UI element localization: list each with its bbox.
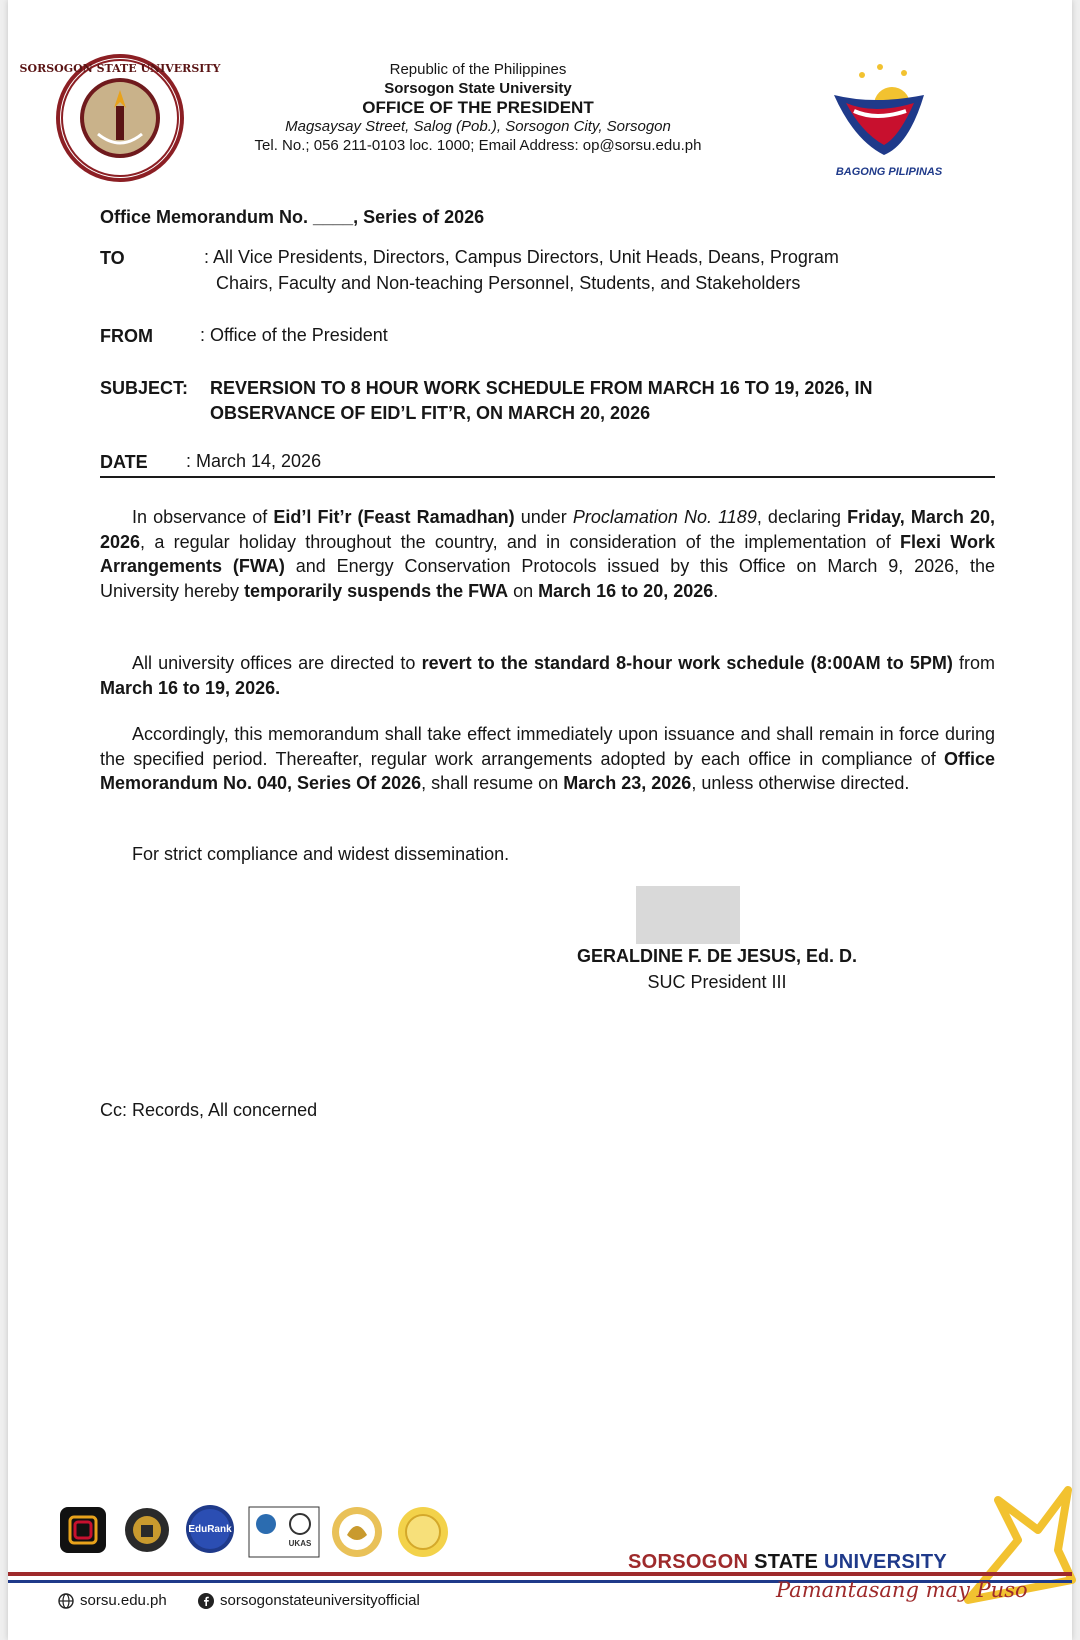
signatory-name: GERALDINE F. DE JESUS, Ed. D. [576,946,858,966]
footer-name-part: STATE [754,1551,825,1573]
p1-bold: Friday, March 20, 2026 [100,507,995,552]
office-line: OFFICE OF THE PRESIDENT [362,98,594,117]
gold-seal-badge [330,1505,384,1559]
signatory-title: SUC President III [647,972,787,992]
footer-name-part: UNIVERSITY [824,1551,948,1573]
edurank-badge [184,1503,236,1559]
contact-line: Tel. No.; 056 211-0103 loc. 1000; Email Address: op@sorsu.edu.ph [254,137,702,154]
republic-line: Republic of the Philippines [389,61,567,78]
footer-tagline: Pamantasang may Puso [776,1578,1028,1602]
from-value: : Office of the President [200,325,388,345]
paragraph-2 [100,651,995,700]
letterhead [218,60,738,155]
paragraph-4: For strict compliance and widest dissemination. [132,844,510,864]
footer-facebook[interactable] [198,1592,420,1609]
university-seal-logo [19,52,221,184]
footer-university-name [628,1551,947,1574]
p2-text: All university offices are directed to [132,653,422,673]
bagong-pilipinas-text: BAGONG PILIPINAS [835,166,943,178]
p1-text: In observance of [132,507,274,527]
date-label: DATE [100,452,148,472]
p1-bold: temporarily suspends the FWA [244,580,509,601]
to-label: TO [100,248,125,268]
p3-bold: March 23, 2026 [563,773,692,793]
p2-text: from [952,653,995,673]
p1-bold: Eid’l Fit’r (Feast Ramadhan) [273,507,515,527]
p1-bold: Flexi Work Arrangements (FWA) [100,531,995,576]
paragraph-1 [100,505,995,603]
to-value: : All Vice Presidents, Directors, Campus Directors, Unit Heads, Deans, Program [204,247,839,267]
date-value: : March 14, 2026 [186,451,322,471]
bagong-pilipinas-logo [814,55,964,183]
footer-name-part: SORSOGON [628,1551,755,1573]
cc-line: Cc: Records, All concerned [100,1100,318,1120]
address-line: Magsaysay Street, Salog (Pob.), Sorsogon City, Sorsogon [285,118,671,135]
yellow-seal-badge [396,1505,450,1559]
seal-text: SORSOGON STATE UNIVERSITY [19,62,221,75]
p3-text: , unless otherwise directed. [691,773,910,793]
memo-number: Office Memorandum No. ____, Series of 2026 [100,207,485,227]
to-value-cont: Chairs, Faculty and Non-teaching Personnel, Students, and Stakeholders [216,273,801,293]
subject-value: REVERSION TO 8 HOUR WORK SCHEDULE FROM MARCH 16 TO 19, 2026, IN [210,378,873,398]
redacted-signature [636,886,740,944]
subject-label: SUBJECT: [100,378,189,398]
p1-text: on [508,580,539,601]
p1-text: , a regular holiday throughout the country, and in consideration of the implementation of [140,531,901,552]
p3-text: , shall resume on [421,773,564,793]
p3-bold: Office Memorandum No. 040, Series Of 2026 [100,748,995,793]
p1-text: and Energy Conservation Protocols issued by this Office on March 9, 2026, the University hereby [100,556,995,601]
globe-icon [58,1593,74,1609]
edurank-text: EduRank [188,1524,232,1535]
p1-text: . [713,580,719,601]
subject-value-cont: OBSERVANCE OF EID’L FIT’R, ON MARCH 20, 2026 [210,403,651,423]
ranking-badge [122,1505,172,1559]
facebook-icon [198,1593,214,1609]
p1-bold: March 16 to 20, 2026 [538,580,714,601]
header-divider [100,476,995,478]
p1-text: , declaring [756,507,848,527]
website-text: sorsu.edu.ph [80,1592,167,1609]
p3-text: Accordingly, this memorandum shall take effect immediately upon issuance and shall remain in force during the specified period. Thereafter, regular work arrangements adopted by each office in compliance of [100,724,995,769]
p1-italic: Proclamation No. 1189 [572,507,757,527]
p2-bold: revert to the standard 8-hour work schedule (8:00AM to 5PM) [421,653,953,673]
ukas-text: UKAS [288,1539,312,1548]
facebook-text: sorsogonstateuniversityofficial [220,1592,420,1609]
p1-text: under [514,507,573,527]
university-line: Sorsogon State University [384,80,572,97]
times-higher-education-badge [58,1505,108,1559]
memo-page [8,0,1072,1640]
iso-ukas-badge [248,1506,320,1558]
from-label: FROM [100,326,153,346]
paragraph-3 [100,722,995,796]
footer-website[interactable] [58,1592,167,1609]
p2-bold: March 16 to 19, 2026. [100,677,281,698]
